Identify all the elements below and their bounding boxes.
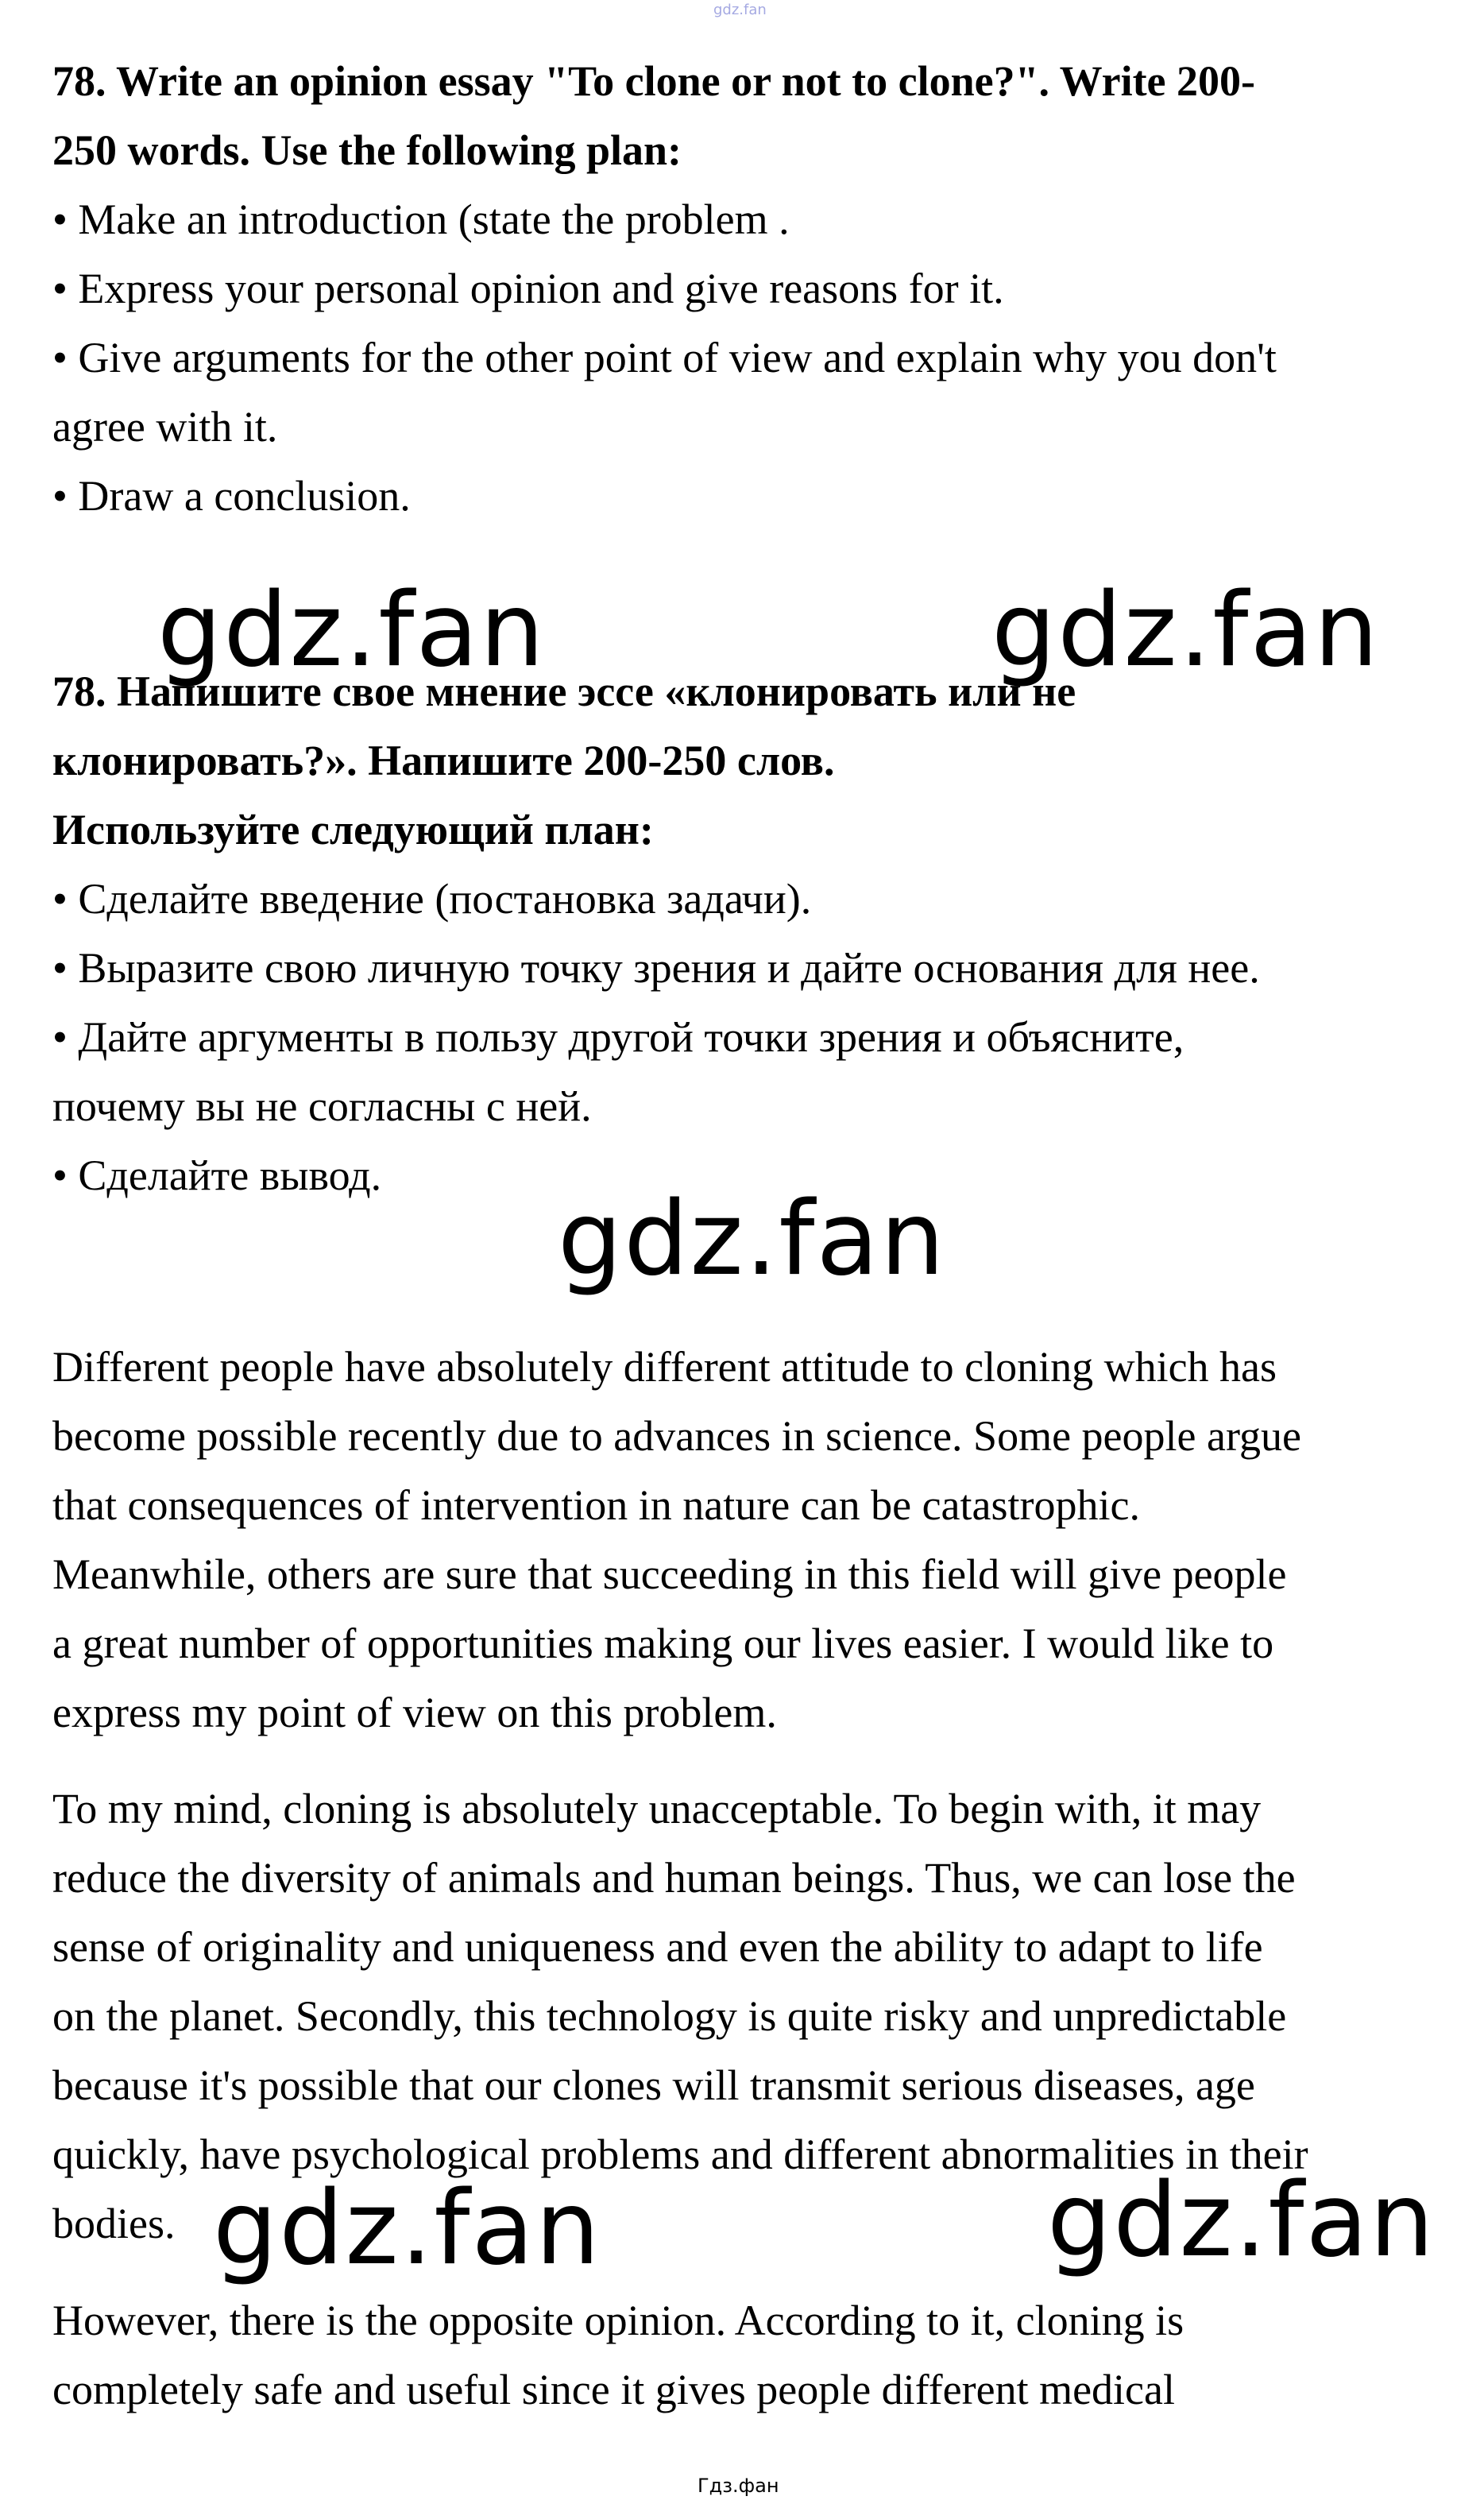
top-watermark: gdz.fan xyxy=(713,2,767,18)
watermark-text: gdz.fan xyxy=(1047,2161,1436,2280)
task-bullet-en-continuation: agree with it. xyxy=(52,403,278,451)
watermark-text: gdz.fan xyxy=(157,571,546,690)
task-bullet-en: • Give arguments for the other point of view and explain why you don't xyxy=(52,334,1277,381)
essay-p1-line: Meanwhile, others are sure that succeeding in this field will give people xyxy=(52,1550,1287,1598)
essay-p1-line: express my point of view on this problem. xyxy=(52,1689,777,1736)
essay-p1-line: become possible recently due to advances in science. Some people argue xyxy=(52,1412,1301,1460)
task-bullet-en: • Express your personal opinion and give reasons for it. xyxy=(52,265,1004,312)
task-title-en-line1: 78. Write an opinion essay "To clone or not to clone?". Write 200- xyxy=(52,57,1256,105)
task-bullet-ru: • Сделайте введение (постановка задачи). xyxy=(52,875,812,923)
task-bullet-ru: • Выразите свою личную точку зрения и дайте основания для нее. xyxy=(52,944,1260,992)
task-title-en-line2: 250 words. Use the following plan: xyxy=(52,126,682,174)
essay-p2-line: To my mind, cloning is absolutely unacceptable. To begin with, it may xyxy=(52,1785,1262,1833)
essay-p3-line: However, there is the opposite opinion. According to it, cloning is xyxy=(52,2297,1184,2344)
task-bullet-en: • Make an introduction (state the problem . xyxy=(52,195,790,243)
essay-p1-line: Different people have absolutely different attitude to cloning which has xyxy=(52,1343,1277,1391)
task-title-ru-line1: 78. Напишите свое мнение эссе «клонировать или не xyxy=(52,668,1076,715)
watermark-text: gdz.fan xyxy=(213,2169,601,2288)
essay-p2-line: sense of originality and uniqueness and even the ability to adapt to life xyxy=(52,1923,1263,1971)
essay-p2-line: bodies. xyxy=(52,2200,176,2247)
essay-p2-line: quickly, have psychological problems and different abnormalities in their xyxy=(52,2131,1308,2178)
essay-p2-line: because it's possible that our clones will transmit serious diseases, age xyxy=(52,2061,1255,2109)
watermark-text: gdz.fan xyxy=(991,571,1380,690)
task-bullet-en: • Draw a conclusion. xyxy=(52,472,411,520)
task-bullet-ru: • Сделайте вывод. xyxy=(52,1151,382,1199)
essay-p2-line: on the planet. Secondly, this technology is quite risky and unpredictable xyxy=(52,1992,1287,2040)
task-title-ru-line3: Используйте следующий план: xyxy=(52,806,654,853)
task-bullet-ru-continuation: почему вы не согласны с ней. xyxy=(52,1082,592,1130)
essay-p1-line: a great number of opportunities making our lives easier. I would like to xyxy=(52,1620,1274,1667)
essay-p3-line: completely safe and useful since it gives people different medical xyxy=(52,2366,1175,2413)
watermark-text: gdz.fan xyxy=(558,1180,946,1298)
task-bullet-ru: • Дайте аргументы в пользу другой точки зрения и объясните, xyxy=(52,1013,1184,1061)
essay-p2-line: reduce the diversity of animals and human beings. Thus, we can lose the xyxy=(52,1854,1296,1902)
footer-label: Гдз.фан xyxy=(698,2475,779,2497)
essay-p1-line: that consequences of intervention in nature can be catastrophic. xyxy=(52,1481,1140,1529)
task-title-ru-line2: клонировать?». Напишите 200-250 слов. xyxy=(52,737,835,784)
